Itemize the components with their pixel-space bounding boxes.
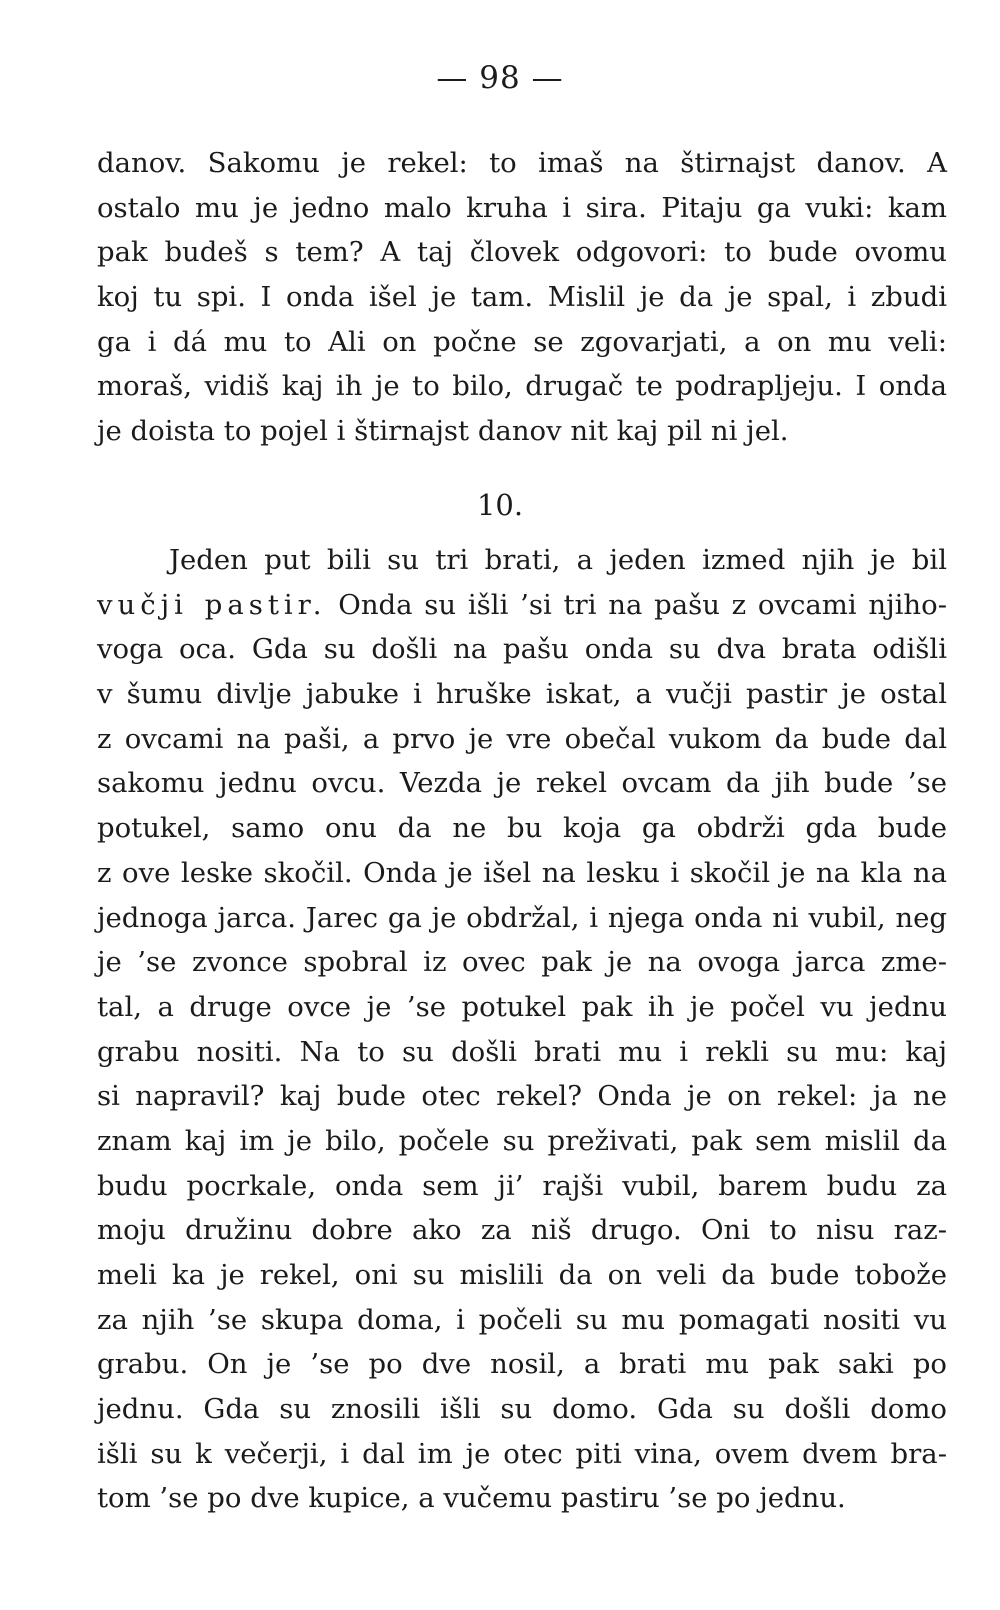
section-number: 10. — [476, 488, 524, 522]
text-line: voga oca. Gda su došli na pašu onda su dva brata odišli — [97, 633, 947, 666]
text-line — [97, 583, 947, 628]
text-line: grabu nositi. Na to su došli brati mu i rekli su mu: kaj — [97, 1035, 947, 1068]
text-line: sakomu jednu ovcu. Vezda je rekel ovcam da jih bude ’se — [97, 767, 947, 800]
text-line: potukel, samo onu da ne bu koja ga obdrži gda bude — [97, 812, 947, 845]
text-line: jednu. Gda su znosili išli su domo. Gda su došli domo — [97, 1393, 947, 1426]
text-line: znam kaj im je bilo, počele su preživati, pak sem mislil da — [97, 1124, 947, 1157]
text-line: v šumu divlje jabuke i hruške iskat, a vučji pastir je ostal — [97, 678, 947, 711]
text-line: budu pocrkale, onda sem ji’ rajši vubil, barem budu za — [97, 1169, 947, 1202]
story-paragraph — [97, 538, 947, 1521]
text-line: je ’se zvonce spobral iz ovec pak je na ovoga jarca zme- — [97, 946, 947, 979]
text-line: moraš, vidiš kaj ih je to bilo, drugač te podrapljeju. I onda — [97, 370, 947, 403]
page-number: — 98 — — [436, 60, 564, 96]
text-line: koj tu spi. I onda išel je tam. Mislil je da je spal, i zbudi — [97, 281, 947, 314]
text-line — [97, 538, 947, 583]
text-line: moju družinu dobre ako za niš drugo. Oni to nisu raz- — [97, 1214, 947, 1247]
text-line: tal, a druge ovce je ’se potukel pak ih je počel vu jednu — [97, 990, 947, 1023]
text-line: si napravil? kaj bude otec rekel? Onda je on rekel: ja ne — [97, 1080, 947, 1113]
text-line: za njih ’se skupa doma, i počeli su mu pomagati nositi vu — [97, 1303, 947, 1336]
text-line: z ovcami na paši, a prvo je vre obečal vukom da bude dal — [97, 722, 947, 755]
text-line: meli ka je rekel, oni su mislili da on veli da bude tobože — [97, 1259, 947, 1291]
paragraph-continued — [97, 141, 947, 454]
text-line: jednoga jarca. Jarec ga je obdržal, i njega onda ni vubil, neg — [97, 901, 947, 934]
text-line-content: Jeden put bili su tri brati, a jeden izmed njih je bil — [169, 544, 947, 576]
text-line: ostalo mu je jedno malo kruha i sira. Pitaju ga vuki: kam — [97, 191, 947, 224]
text-line: grabu. On je ’se po dve nosil, a brati mu pak saki po — [97, 1348, 947, 1381]
text-line: išli su k večerji, i dal im je otec piti vina, ovem dvem bra- — [97, 1437, 947, 1470]
text-line: pak budeš s tem? A taj človek odgovori: to bude ovomu — [97, 236, 947, 269]
text-line: tom ’se po dve kupice, a vučemu pastiru ’se po jednu. — [97, 1482, 846, 1515]
emphasized-term: vučji pastir. — [97, 588, 327, 621]
text-line: ga i dá mu to Ali on počne se zgovarjati, a on mu veli: — [97, 325, 947, 358]
text-line-content: Onda su išli ’si tri na pašu z ovcami njiho- — [326, 588, 947, 621]
text-line: danov. Sakomu je rekel: to imaš na štirnajst danov. A — [97, 147, 947, 179]
text-line: z ove leske skočil. Onda je išel na lesku i skočil je na kla na — [97, 856, 947, 889]
text-line: je doista to pojel i štirnajst danov nit kaj pil ni jel. — [97, 415, 789, 448]
